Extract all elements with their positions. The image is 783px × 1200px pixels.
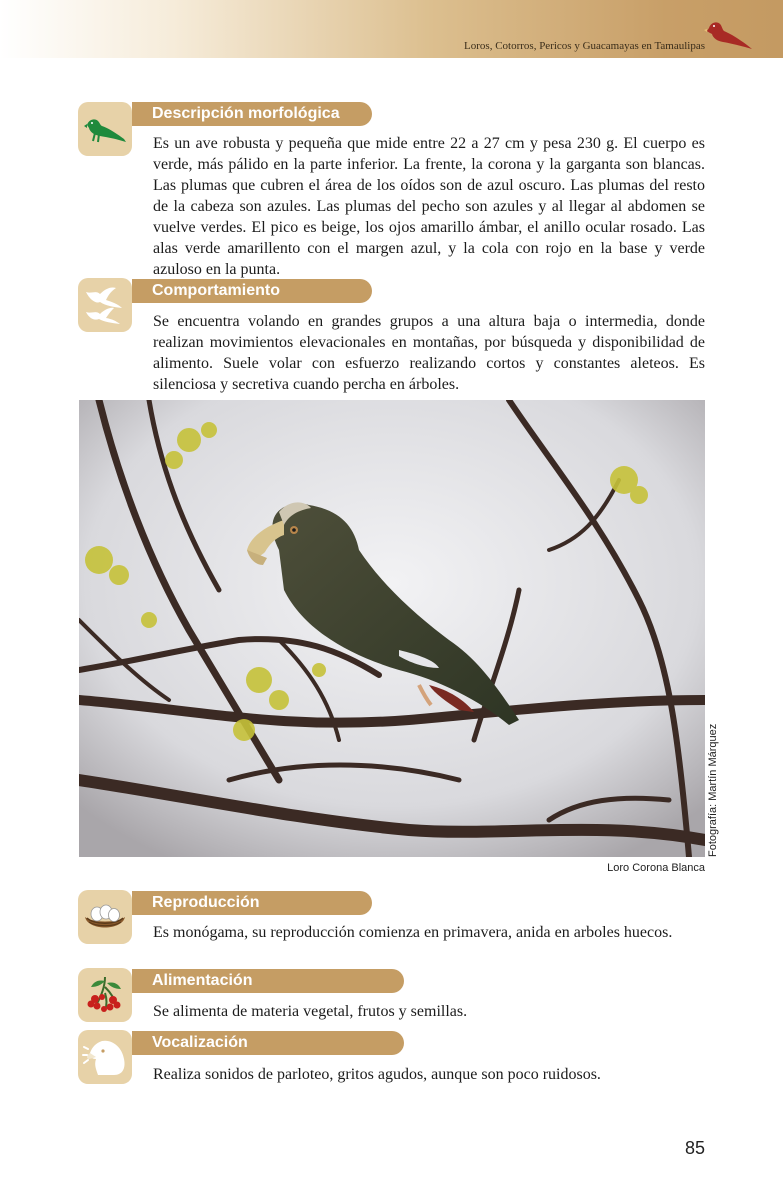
running-title: Loros, Cotorros, Pericos y Guacamayas en Tamaulipas [464, 40, 705, 52]
parrot-photo [79, 400, 705, 857]
berries-icon [78, 968, 132, 1022]
red-parrot-icon [703, 18, 753, 52]
section-title-descripcion: Descripción morfológica [132, 102, 372, 126]
nest-icon [78, 890, 132, 944]
section-text-reproduccion: Es monógama, su reproducción comienza en primavera, anida en arboles huecos. [153, 924, 673, 941]
section-title-alimentacion: Alimentación [132, 969, 404, 993]
section-text-descripcion: Es un ave robusta y pequeña que mide entre 22 a 27 cm y pesa 230 g. El cuerpo es verde, más pálido en la parte inferior. La frente, la corona y la garganta son blancas. Las plumas que cubren el área de los oídos son de azul oscuro. Las plumas del resto de la cabeza son azules. Las plumas del pecho son azules y al llegar al abdomen se vuelve verdes. El pico es beige, los ojos amarillo ámbar, el anillo ocular rosado. Las alas verde amarillento con el margen azul, y la cola con rojo en la base y verde azuloso en la punta. [153, 135, 705, 278]
flying-birds-icon [78, 278, 132, 332]
section-text-vocalizacion: Realiza sonidos de parloteo, gritos agudos, aunque son poco ruidosos. [153, 1066, 601, 1083]
photo-caption: Loro Corona Blanca [607, 862, 705, 874]
page-header [0, 0, 783, 58]
page-number: 85 [684, 1138, 705, 1158]
section-text-alimentacion: Se alimenta de materia vegetal, frutos y semillas. [153, 1003, 468, 1020]
section-title-comportamiento: Comportamiento [132, 279, 372, 303]
bird-head-sound-icon [78, 1030, 132, 1084]
section-title-vocalizacion: Vocalización [132, 1031, 404, 1055]
parrot-icon [78, 102, 132, 156]
section-text-comportamiento: Se encuentra volando en grandes grupos a una altura baja o intermedia, donde realizan movimientos elevacionales en montañas, por búsqueda y disponibilidad de alimento. Suele volar con esfuerzo realizando cortos y constantes aleteos. Es silenciosa y secretiva cuando percha en árboles. [153, 313, 705, 393]
section-title-reproduccion: Reproducción [132, 891, 372, 915]
photo-credit: Fotografía: Martín Márquez [707, 723, 719, 857]
